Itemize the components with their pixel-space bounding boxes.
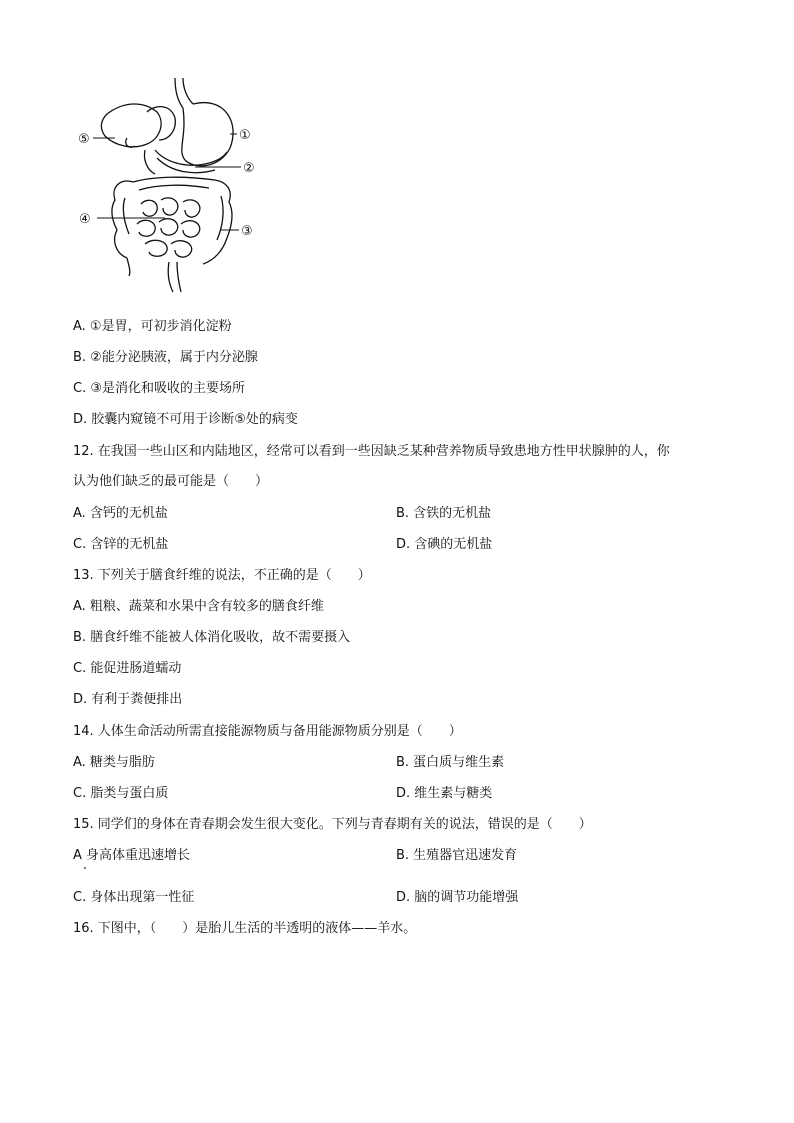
- label-5: ⑤: [78, 132, 90, 147]
- digestive-system-figure: [75, 78, 275, 298]
- q13-option-a: A. 粗粮、蔬菜和水果中含有较多的膳食纤维: [73, 599, 324, 614]
- q12-option-b: B. 含铁的无机盐: [396, 506, 492, 521]
- q11-option-b: B. ②能分泌胰液，属于内分泌腺: [73, 350, 258, 365]
- q12-option-d: D. 含碘的无机盐: [396, 537, 493, 552]
- q15-option-a: A 身高体重迅速增长: [73, 848, 191, 863]
- label-2: ②: [243, 161, 255, 176]
- label-3: ③: [241, 224, 253, 239]
- q13-option-c: C. 能促进肠道蠕动: [73, 661, 182, 676]
- q11-option-a: A. ①是胃，可初步消化淀粉: [73, 319, 232, 334]
- q14-option-a: A. 糖类与脂肪: [73, 755, 155, 770]
- q16-stem: 16. 下图中，（ ）是胎儿生活的半透明的液体——羊水。: [73, 921, 417, 936]
- label-1: ①: [239, 128, 251, 143]
- q15-option-c: C. 身体出现第一性征: [73, 890, 195, 905]
- q13-stem: 13. 下列关于膳食纤维的说法，不正确的是（ ）: [73, 568, 371, 583]
- q11-option-c: C. ③是消化和吸收的主要场所: [73, 381, 245, 396]
- q14-stem: 14. 人体生命活动所需直接能源物质与备用能源物质分别是（ ）: [73, 724, 462, 739]
- q13-option-b: B. 膳食纤维不能被人体消化吸收，故不需要摄入: [73, 630, 351, 645]
- q14-option-d: D. 维生素与糖类: [396, 786, 493, 801]
- q11-option-d: D. 胶囊内窥镜不可用于诊断⑤处的病变: [73, 412, 298, 427]
- q12-stem-line1: 12. 在我国一些山区和内陆地区，经常可以看到一些因缺乏某种营养物质导致患地方性甲状腺肿的人，你: [73, 444, 670, 459]
- label-4: ④: [79, 212, 91, 227]
- q15-option-b: B. 生殖器官迅速发育: [396, 848, 518, 863]
- q12-option-c: C. 含锌的无机盐: [73, 537, 169, 552]
- q12-stem-line2: 认为他们缺乏的最可能是（ ）: [73, 474, 269, 489]
- q14-option-b: B. 蛋白质与维生素: [396, 755, 505, 770]
- stray-mark: [84, 867, 86, 869]
- q13-option-d: D. 有利于粪便排出: [73, 692, 183, 707]
- q15-option-d: D. 脑的调节功能增强: [396, 890, 519, 905]
- q15-stem: 15. 同学们的身体在青春期会发生很大变化。下列与青春期有关的说法，错误的是（ ）: [73, 817, 592, 832]
- q12-option-a: A. 含钙的无机盐: [73, 506, 168, 521]
- q14-option-c: C. 脂类与蛋白质: [73, 786, 169, 801]
